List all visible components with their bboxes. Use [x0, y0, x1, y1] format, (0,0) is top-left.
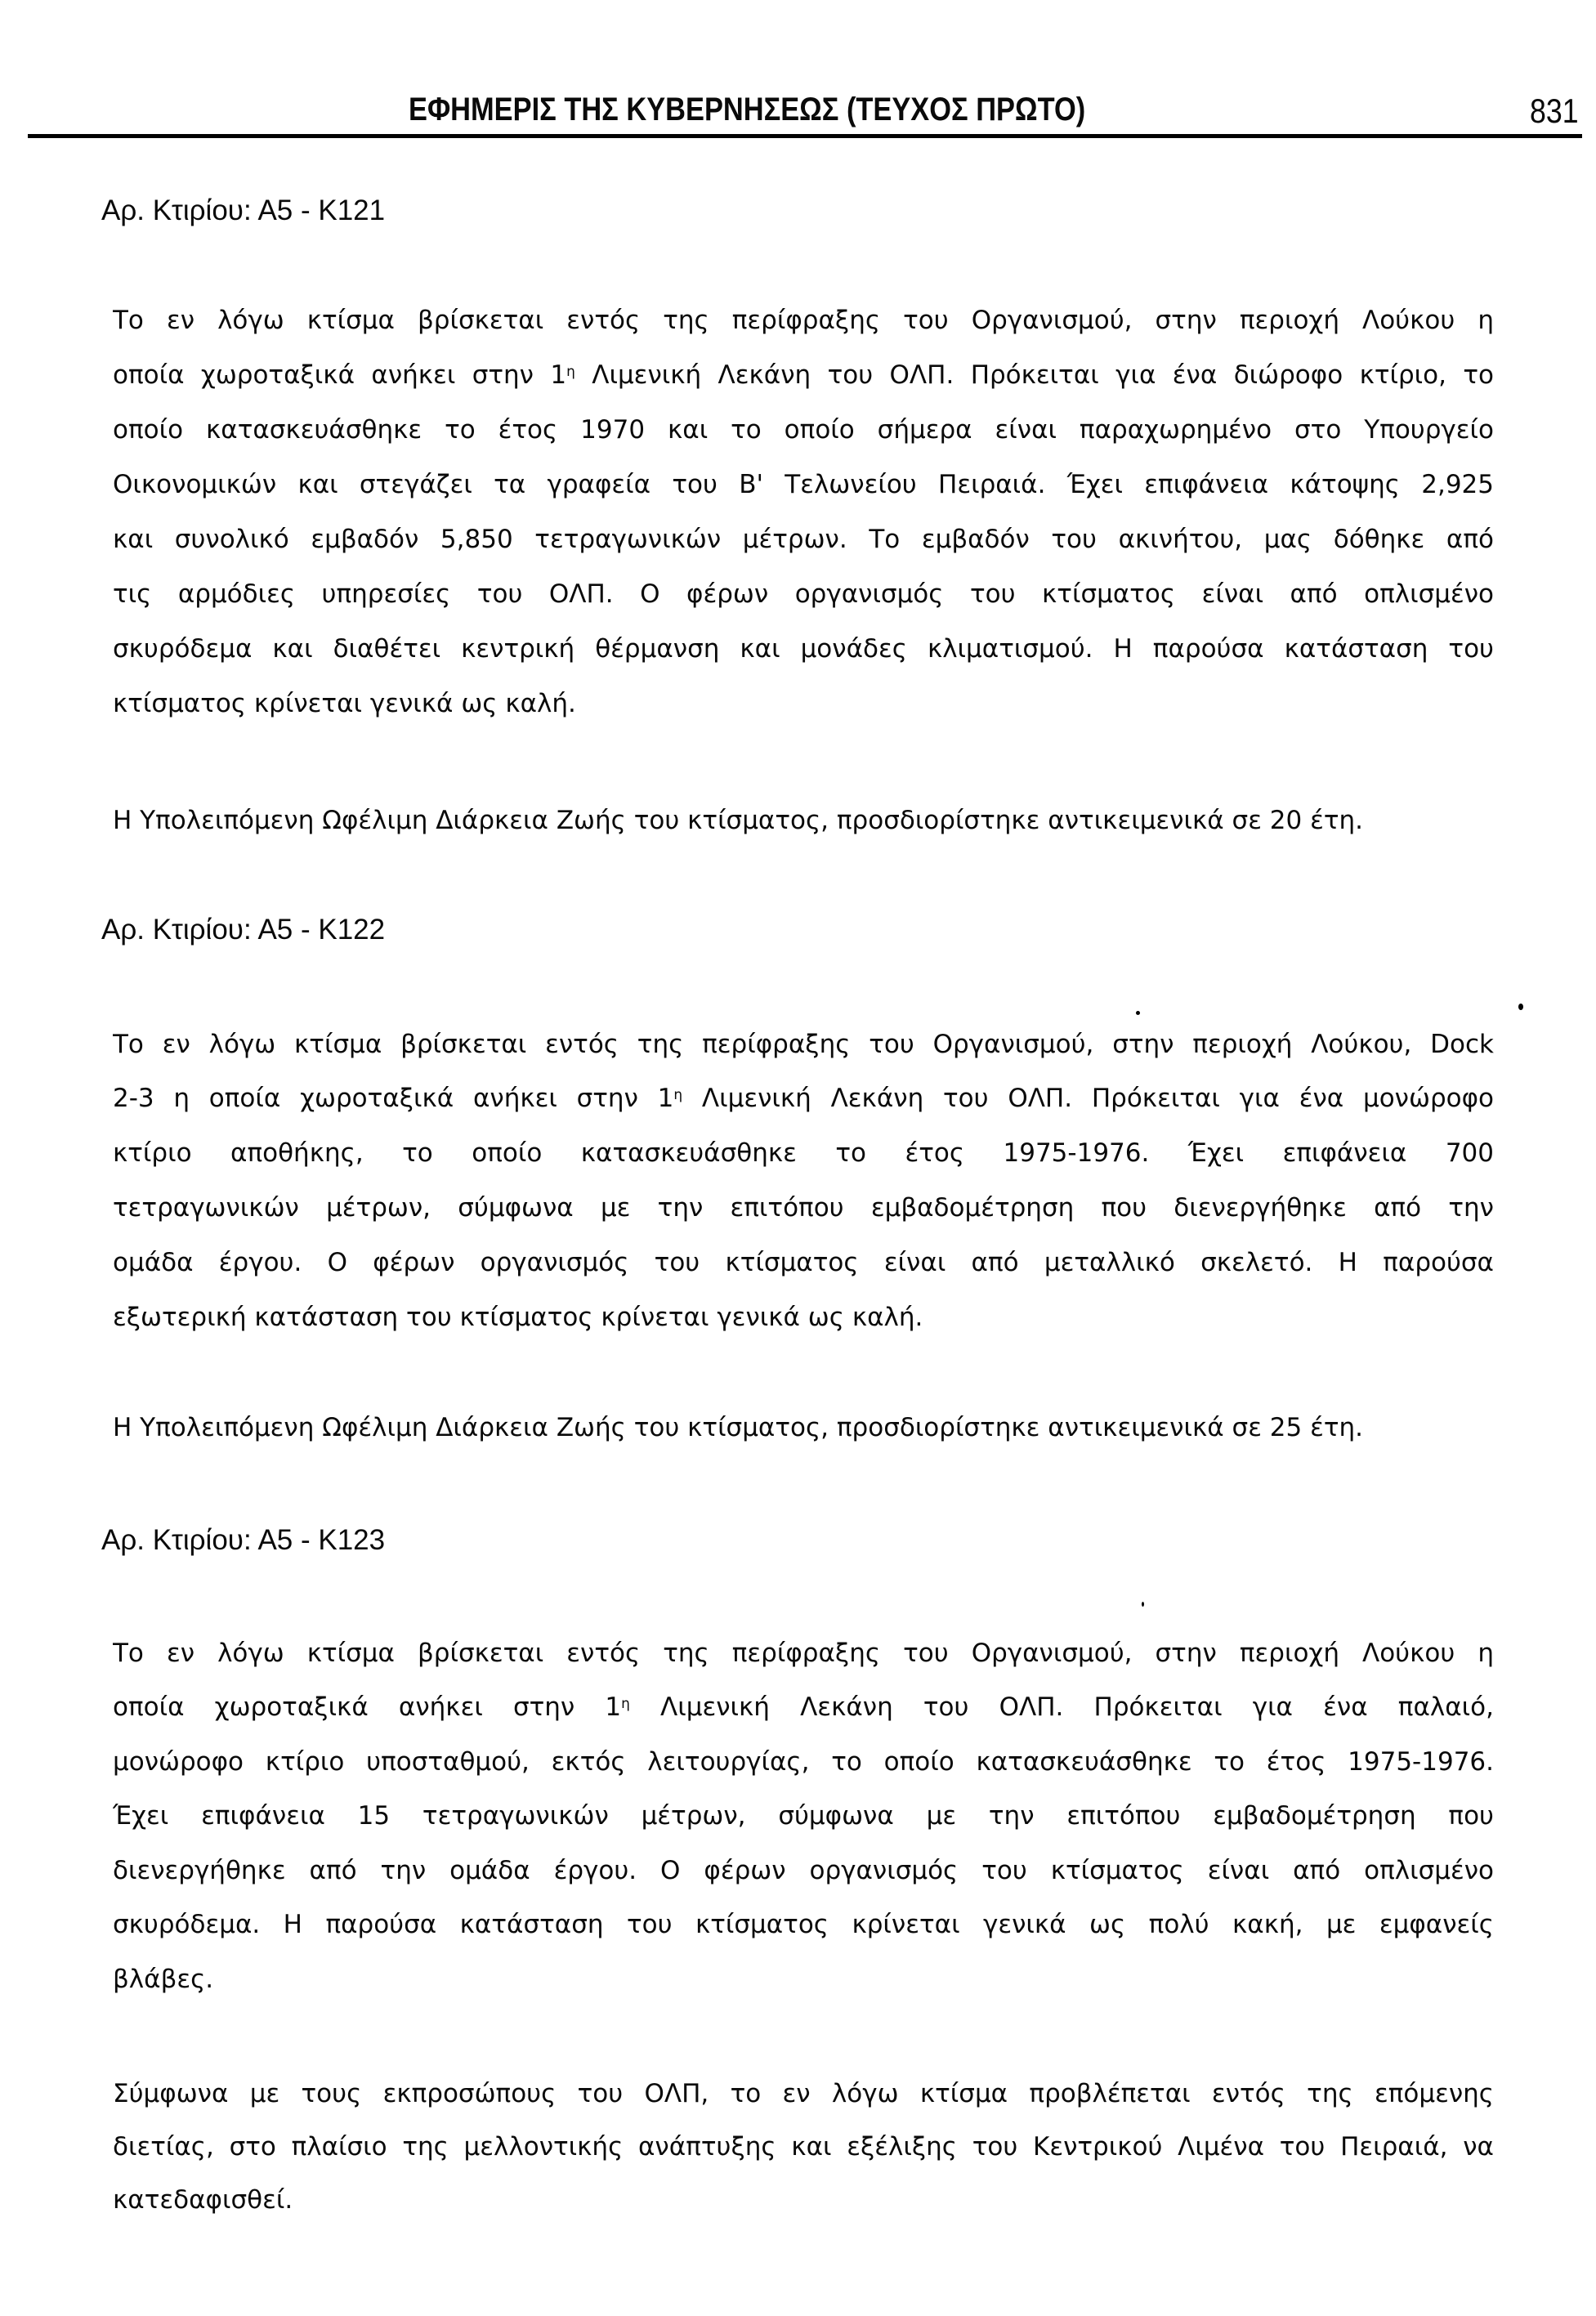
- building-heading-k122: Αρ. Κτιρίου: Α5 - Κ122: [101, 914, 386, 946]
- body-line: ομάδα έργου. Ο φέρων οργανισμός του κτίσματος είναι από μεταλλικό σκελετό. Η παρούσα: [113, 1248, 1494, 1277]
- useful-life-statement-k121: Η Υπολειπόμενη Ωφέλιμη Διάρκεια Ζωής του κτίσματος, προσδιορίστηκε αντικειμενικά σε 20 έτη.: [113, 806, 1364, 835]
- body-line: Το εν λόγω κτίσμα βρίσκεται εντός της περίφραξης του Οργανισμού, στην περιοχή Λούκου η: [113, 306, 1494, 335]
- page-number: 831: [1530, 92, 1579, 130]
- line-text-c: οποία χωροταξικά ανήκει στην $1^\eta$ Λιμενική Λεκάνη του ΟΛΠ. Πρόκειται για ένα παλαιό,: [113, 1692, 1494, 1722]
- body-line: σκυρόδεμα. Η παρούσα κατάσταση του κτίσματος κρίνεται γενικά ως πολύ κακή, με εμφανείς: [113, 1910, 1494, 1939]
- running-header-title: ΕΦΗΜΕΡΙΣ ΤΗΣ ΚΥΒΕΡΝΗΣΕΩΣ (ΤΕΥΧΟΣ ΠΡΩΤΟ): [409, 92, 1086, 127]
- line-text-a: οποία χωροταξικά ανήκει στην $1^\eta$ Λιμενική Λεκάνη του ΟΛΠ. Πρόκειται για ένα διώροφο κτίριο, το: [113, 360, 1494, 390]
- line-text-b: 2-3 η οποία χωροταξικά ανήκει στην $1^\eta$ Λιμενική Λεκάνη του ΟΛΠ. Πρόκειται για ένα μονώροφο: [113, 1084, 1494, 1113]
- body-line: τετραγωνικών μέτρων, σύμφωνα με την επιτόπου εμβαδομέτρηση που διενεργήθηκε από την: [113, 1193, 1494, 1223]
- body-line: Σύμφωνα με τους εκπροσώπους του ΟΛΠ, το εν λόγω κτίσμα προβλέπεται εντός της επόμενης: [113, 2079, 1494, 2108]
- body-line: Οικονομικών και στεγάζει τα γραφεία του Β' Τελωνείου Πειραιά. Έχει επιφάνεια κάτοψης 2,925: [113, 470, 1494, 499]
- body-line: κτίσματος κρίνεται γενικά ως καλή.: [113, 689, 576, 718]
- body-line: Έχει επιφάνεια 15 τετραγωνικών μέτρων, σύμφωνα με την επιτόπου εμβαδομέτρηση που: [113, 1801, 1494, 1831]
- body-line: κτίριο αποθήκης, το οποίο κατασκευάσθηκε το έτος 1975-1976. Έχει επιφάνεια 700: [113, 1138, 1494, 1168]
- scan-speck: [1136, 1011, 1140, 1015]
- body-line: κατεδαφισθεί.: [113, 2185, 293, 2215]
- body-line: Το εν λόγω κτίσμα βρίσκεται εντός της περίφραξης του Οργανισμού, στην περιοχή Λούκου, Dock: [113, 1030, 1494, 1059]
- body-line: μονώροφο κτίριο υποσταθμού, εκτός λειτουργίας, το οποίο κατασκευάσθηκε το έτος 1975-1976.: [113, 1747, 1494, 1777]
- body-line: και συνολικό εμβαδόν 5,850 τετραγωνικών μέτρων. Το εμβαδόν του ακινήτου, μας δόθηκε από: [113, 525, 1494, 554]
- building-heading-k123: Αρ. Κτιρίου: Α5 - Κ123: [101, 1524, 386, 1556]
- body-line: διενεργήθηκε από την ομάδα έργου. Ο φέρων οργανισμός του κτίσματος είναι από οπλισμένο: [113, 1856, 1494, 1885]
- body-line: σκυρόδεμα και διαθέτει κεντρική θέρμανση και μονάδες κλιματισμού. Η παρούσα κατάσταση του: [113, 634, 1494, 664]
- scan-speck: [1142, 1602, 1144, 1607]
- body-line: διετίας, στο πλαίσιο της μελλοντικής ανάπτυξης και εξέλιξης του Κεντρικού Λιμένα του Πειραιά, να: [113, 2132, 1494, 2162]
- building-heading-k121: Αρ. Κτιρίου: Α5 - Κ121: [101, 194, 386, 226]
- body-line: Το εν λόγω κτίσμα βρίσκεται εντός της περίφραξης του Οργανισμού, στην περιοχή Λούκου η: [113, 1639, 1494, 1668]
- useful-life-statement-k122: Η Υπολειπόμενη Ωφέλιμη Διάρκεια Ζωής του κτίσματος, προσδιορίστηκε αντικειμενικά σε 25 έτη.: [113, 1413, 1364, 1442]
- body-line: οποίο κατασκευάσθηκε το έτος 1970 και το οποίο σήμερα είναι παραχωρημένο στο Υπουργείο: [113, 415, 1494, 445]
- header-rule: [28, 134, 1582, 138]
- body-line: [113, 1080, 1494, 1116]
- body-line: τις αρμόδιες υπηρεσίες του ΟΛΠ. Ο φέρων οργανισμός του κτίσματος είναι από οπλισμένο: [113, 579, 1494, 609]
- body-line: βλάβες.: [113, 1965, 214, 1994]
- scan-speck: [1518, 1004, 1523, 1010]
- body-line: εξωτερική κατάσταση του κτίσματος κρίνεται γενικά ως καλή.: [113, 1303, 923, 1332]
- body-line: [113, 1689, 1494, 1725]
- body-line: [113, 357, 1494, 393]
